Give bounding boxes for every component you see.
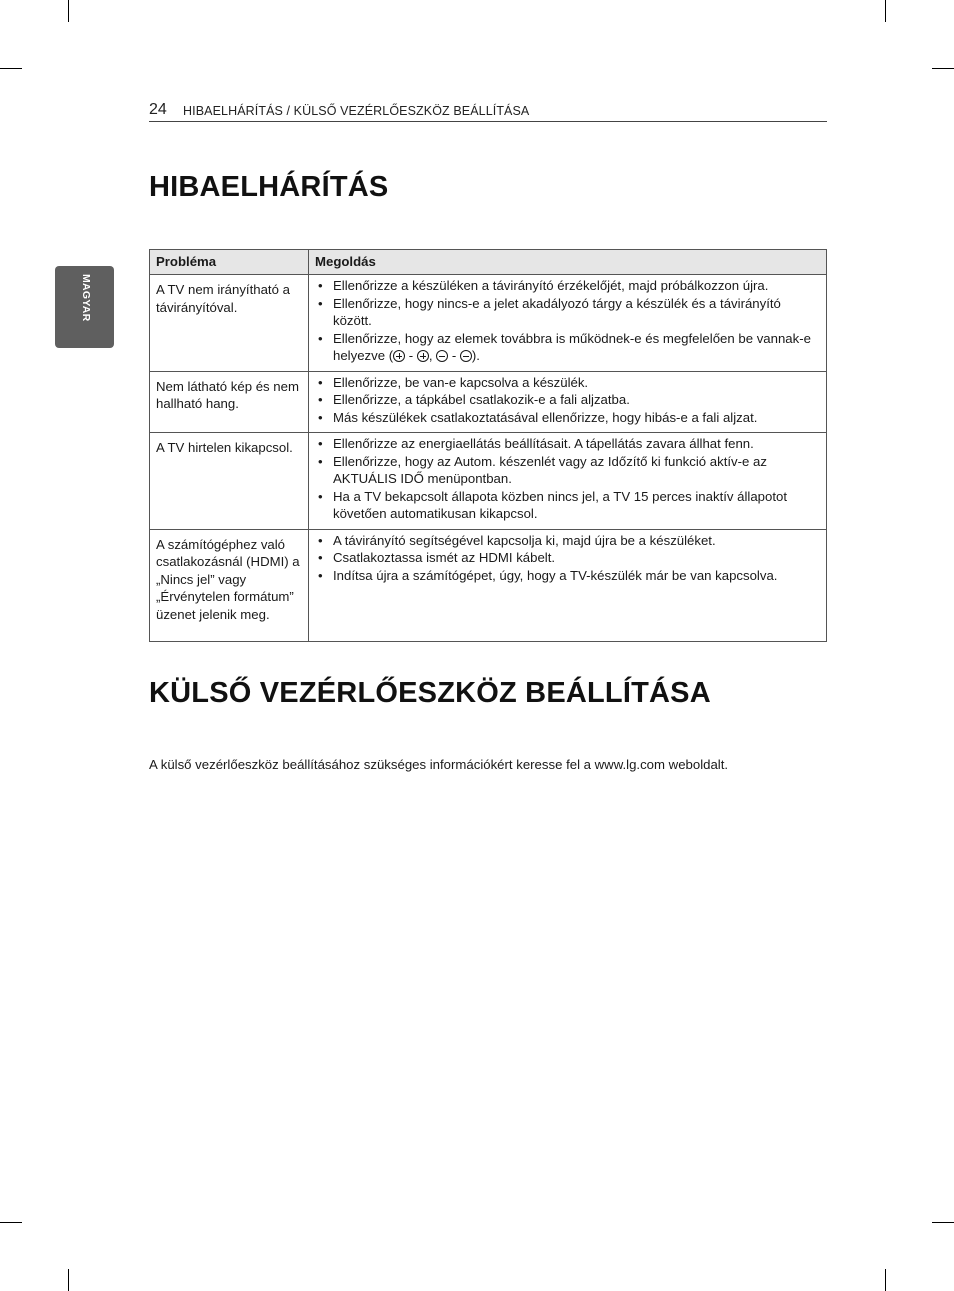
plus-circle-icon [393, 350, 405, 362]
page-number: 24 [149, 101, 167, 118]
solution-list [317, 277, 820, 365]
problem-cell: A TV nem irányítható a távirányítóval. [150, 275, 309, 372]
troubleshooting-table [149, 249, 827, 642]
page-header [149, 100, 827, 122]
crop-mark [932, 1222, 954, 1223]
column-header-solution: Megoldás [309, 250, 827, 275]
crop-mark [0, 1222, 22, 1223]
solution-item: • Ellenőrizze, hogy az Autom. készenlét vagy az Időzítő ki funkció aktív-e az AKTUÁLIS IDŐ menüpontban. [317, 453, 820, 488]
table-row [150, 433, 827, 530]
column-header-problem: Probléma [150, 250, 309, 275]
section-title-troubleshooting: HIBAELHÁRÍTÁS [149, 171, 389, 203]
solution-cell [309, 529, 827, 641]
solution-item: • Ellenőrizze, be van-e kapcsolva a készülék. [317, 374, 820, 392]
solution-item: • Ellenőrizze, a tápkábel csatlakozik-e a fali aljzatba. [317, 391, 820, 409]
running-title: HIBAELHÁRÍTÁS / KÜLSŐ VEZÉRLŐESZKÖZ BEÁLLÍTÁSA [183, 104, 530, 118]
solution-cell [309, 433, 827, 530]
solution-item: • Ellenőrizze, hogy nincs-e a jelet akadályozó tárgy a készülék és a távirányító között. [317, 295, 820, 330]
crop-mark [0, 68, 22, 69]
solution-item: • Csatlakoztassa ismét az HDMI kábelt. [317, 549, 820, 567]
solution-item: • Ha a TV bekapcsolt állapota közben nincs jel, a TV 15 perces inaktív állapotot követően automatikusan kikapcsol. [317, 488, 820, 523]
minus-circle-icon [460, 350, 472, 362]
minus-circle-icon [436, 350, 448, 362]
solution-item: • Indítsa újra a számítógépet, úgy, hogy a TV-készülék már be van kapcsolva. [317, 567, 820, 585]
solution-item-suffix: ). [471, 348, 480, 363]
solution-item-text: Ellenőrizze, hogy az elemek továbbra is működnek-e és megfelelően be vannak-e helyezve ( [333, 330, 811, 363]
problem-cell: Nem látható kép és nem hallható hang. [150, 371, 309, 433]
language-tab-label: MAGYAR [80, 274, 92, 322]
solution-cell [309, 371, 827, 433]
table-row [150, 529, 827, 641]
solution-item: • Más készülékek csatlakoztatásával ellenőrizze, hogy hibás-e a fali aljzat. [317, 409, 820, 427]
solution-item: • Ellenőrizze az energiaellátás beállításait. A tápellátás zavara állhat fenn. [317, 435, 820, 453]
solution-list [317, 435, 820, 523]
solution-item: • A távirányító segítségével kapcsolja ki, majd újra be a készüléket. [317, 532, 820, 550]
solution-list [317, 532, 820, 585]
crop-mark [885, 1269, 886, 1291]
problem-cell: A számítógéphez való csatlakozásnál (HDMI) a „Nincs jel” vagy „Érvénytelen formátum” üzenet jelenik meg. [150, 529, 309, 641]
solution-item: • Ellenőrizze, hogy az elemek továbbra is működnek-e és megfelelően be vannak-e helyezve ( - , - ). [317, 330, 820, 365]
table-header-row [150, 250, 827, 275]
crop-mark [885, 0, 886, 22]
external-control-paragraph: A külső vezérlőeszköz beállításához szükséges információkért keresse fel a www.lg.com weboldalt. [149, 757, 729, 772]
solution-list [317, 374, 820, 427]
language-tab [55, 266, 114, 348]
solution-item: • Ellenőrizze a készüléken a távirányító érzékelőjét, majd próbálkozzon újra. [317, 277, 820, 295]
table-row [150, 275, 827, 372]
crop-mark [932, 68, 954, 69]
solution-cell [309, 275, 827, 372]
table-row [150, 371, 827, 433]
section-title-external-control: KÜLSŐ VEZÉRLŐESZKÖZ BEÁLLÍTÁSA [149, 677, 711, 709]
plus-circle-icon [417, 350, 429, 362]
crop-mark [68, 1269, 69, 1291]
problem-cell: A TV hirtelen kikapcsol. [150, 433, 309, 530]
crop-mark [68, 0, 69, 22]
